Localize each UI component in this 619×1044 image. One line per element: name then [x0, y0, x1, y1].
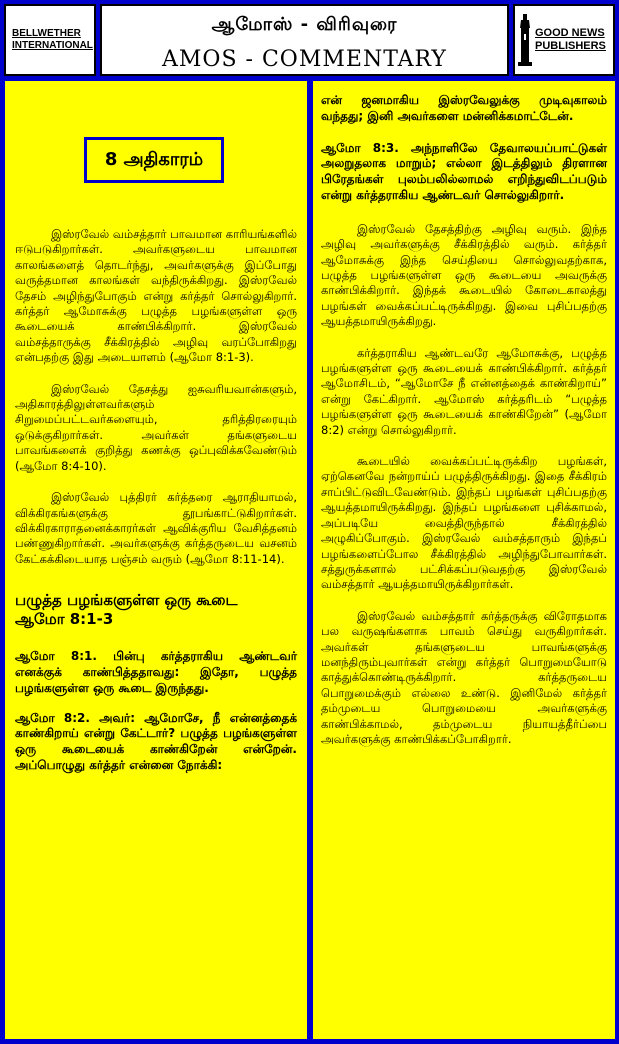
- verse-continued: என் ஜனமாகிய இஸ்ரவேலுக்கு முடிவுகாலம் வந்தது; இனி அவர்களை மன்னிக்கமாட்டேன்.: [321, 93, 607, 123]
- paragraph: கூடையில் வைக்கப்பட்டிருக்கிற பழங்கள், ஏற்கெனவே நன்றாய்ப் பழுத்திருக்கிறது. இதை சீக்கிரம் சாப்பிட்டுவிடவேண்டும். இந்தப் பழங்கள் புசிப்பதற்கு ஆயத்தமாயிருக்கிறது. இந்தப் பழங்களை புசிக்காமல், அப்படியே வைத்திருந்தால் சீக்கிரத்தில் அழுகிப்போகும். இஸ்ரவேல் வம்சத்தாரும் இந்தப் பழங்களைப்போல சீக்கிரத்தில் அழிந்துபோவார்கள். சத்துருக்களால் பட்சிக்கப்படுவதற்கு இஸ்ரவேல் வம்சத்தார் ஆயத்தமாயிருக்கிறார்கள்.: [321, 454, 607, 592]
- goodnews-logo: [513, 4, 615, 76]
- chapter-heading: 8 அதிகாரம்: [84, 137, 224, 183]
- left-column: [5, 81, 307, 1039]
- logo-line-1: BELLWETHER: [12, 28, 81, 39]
- verse: ஆமோ 8:2. அவர்: ஆமோசே, நீ என்னத்தைக் காண்கிறாய் என்று கேட்டார்? பழுத்த பழங்களுள்ள ஒரு கூடையைக் காண்கிறேன் என்றேன். அப்பொழுது கர்த்தர் என்னை நோக்கி:: [15, 710, 297, 772]
- paragraph: இஸ்ரவேல் வம்சத்தார் கர்த்தருக்கு விரோதமாக பல வருஷங்களாக பாவம் செய்து வருகிறார்கள். அவர்கள் தங்களுடைய பாவங்களுக்கு மனந்திரும்புவார்கள் என்று கர்த்தர் பொறுமையோடு காத்துக்கொண்டிருக்கிறார். கர்த்தருடைய பொறுமைக்கும் எல்லை உண்டு. இனிமேல் கர்த்தர் தம்முடைய பொறுமையை அவர்களுக்கு காண்பிக்காமல், தம்முடைய நியாயத்தீர்ப்பை அவர்களுக்கு காண்பிக்கப்போகிறார்.: [321, 608, 607, 746]
- paragraph: இஸ்ரவேல் புத்திரர் கர்த்தரை ஆராதியாமல், விக்கிரகங்களுக்கு தூபங்காட்டுகிறார்கள். விக்கிரகாராதனைக்காரர்கள் ஆவிக்குரிய வேசித்தனம் பண்ணுகிறார்கள். அவர்களுக்கு கர்த்தருடைய வசனம் கேட்கக்கிடையாத பஞ்சம் வரும் (ஆமோ 8:11-14).: [15, 490, 297, 566]
- logo-line-2: PUBLISHERS: [535, 40, 606, 52]
- title-english: AMOS - COMMENTARY: [162, 47, 447, 72]
- logo-line-1: GOOD NEWS: [535, 27, 605, 39]
- title-tamil: ஆமோஸ் - விரிவுரை: [211, 14, 398, 35]
- paragraph: கர்த்தராகிய ஆண்டவரே ஆமோசுக்கு, பழுத்த பழங்களுள்ள ஒரு கூடையைக் காண்பிக்கிறார். கர்த்தர் ஆமோசிடம், “ஆமோசே நீ என்னத்தைக் காண்கிறாய்” என்று கேட்கிறார். ஆமோஸ் கர்த்தரிடம் “பழுத்த பழங்களுள்ள ஒரு கூடையைக் காண்கிறேன்” (ஆமோ 8:2) என்று சொல்லுகிறார்.: [321, 345, 607, 437]
- right-column: [313, 81, 615, 1039]
- section-title: பழுத்த பழங்களுள்ள ஒரு கூடை: [15, 591, 238, 610]
- bellwether-logo: [4, 4, 96, 76]
- title-block: [100, 4, 509, 76]
- paragraph: இஸ்ரவேல் தேசத்திற்கு அழிவு வரும். இந்த அழிவு அவர்களுக்கு சீக்கிரத்தில் வரும். கர்த்தர் ஆமோசுக்கு இந்த செய்தியை சொல்லுவதற்காக, பழுத்த பழங்களுள்ள ஒரு கூடையை அவருக்கு காண்பிக்கிறார். இந்தக் கூடையில் கோடைகாலத்து பழங்கள் வைக்கப்பட்டிருக்கிறது. இவை புசிப்பதற்கு ஆயத்தமாயிருக்கிறது.: [321, 221, 607, 329]
- paragraph: இஸ்ரவேல் வம்சத்தார் பாவமான காரியங்களில் ஈடுபடுகிறார்கள். அவர்களுடைய பாவமான காலங்களைத் தொடர்ந்து, அவர்களுக்கு இப்போது வருத்தமான காலங்கள் வந்திருக்கிறது. இஸ்ரவேல் தேசம் அழிந்துபோகும் என்று கர்த்தர் சொல்லுகிறார். கர்த்தர் ஆமோசுக்கு பழுத்த பழங்களுள்ள ஒரு கூடையைக் காண்பிக்கிறார். இஸ்ரவேல் வம்சத்தாருக்கு சீக்கிரத்தில் அழிவு வரப்போகிறது என்பதற்கு இது அடையாளம் (ஆமோ 8:1-3).: [15, 227, 297, 365]
- section-reference: ஆமோ 8:1-3: [15, 610, 114, 629]
- tower-icon: [518, 14, 532, 66]
- paragraph: இஸ்ரவேல் தேசத்து ஐசுவரியவான்களும், அதிகாரத்திலுள்ளவர்களும் சிறுமைப்பட்டவர்களையும், தரித்திரரையும் ஒடுக்குகிறார்கள். அவர்கள் தங்களுடைய பாவங்களைக் குறித்து கணக்கு ஒப்புவிக்கவேண்டும் (ஆமோ 8:4-10).: [15, 381, 297, 473]
- logo-line-2: INTERNATIONAL: [12, 40, 93, 51]
- verse: ஆமோ 8:3. அந்நாளிலே தேவாலயப்பாட்டுகள் அலறுதலாக மாறும்; எல்லா இடத்திலும் திரளான பிரேதங்கள் புலம்பலில்லாமல் எறிந்துவிடப்படும் என்று கர்த்தராகிய ஆண்டவர் சொல்லுகிறார்.: [321, 140, 607, 202]
- verse: ஆமோ 8:1. பின்பு கர்த்தராகிய ஆண்டவர் எனக்குக் காண்பித்ததாவது: இதோ, பழுத்த பழங்களுள்ள ஒரு கூடை இருந்தது.: [15, 649, 297, 695]
